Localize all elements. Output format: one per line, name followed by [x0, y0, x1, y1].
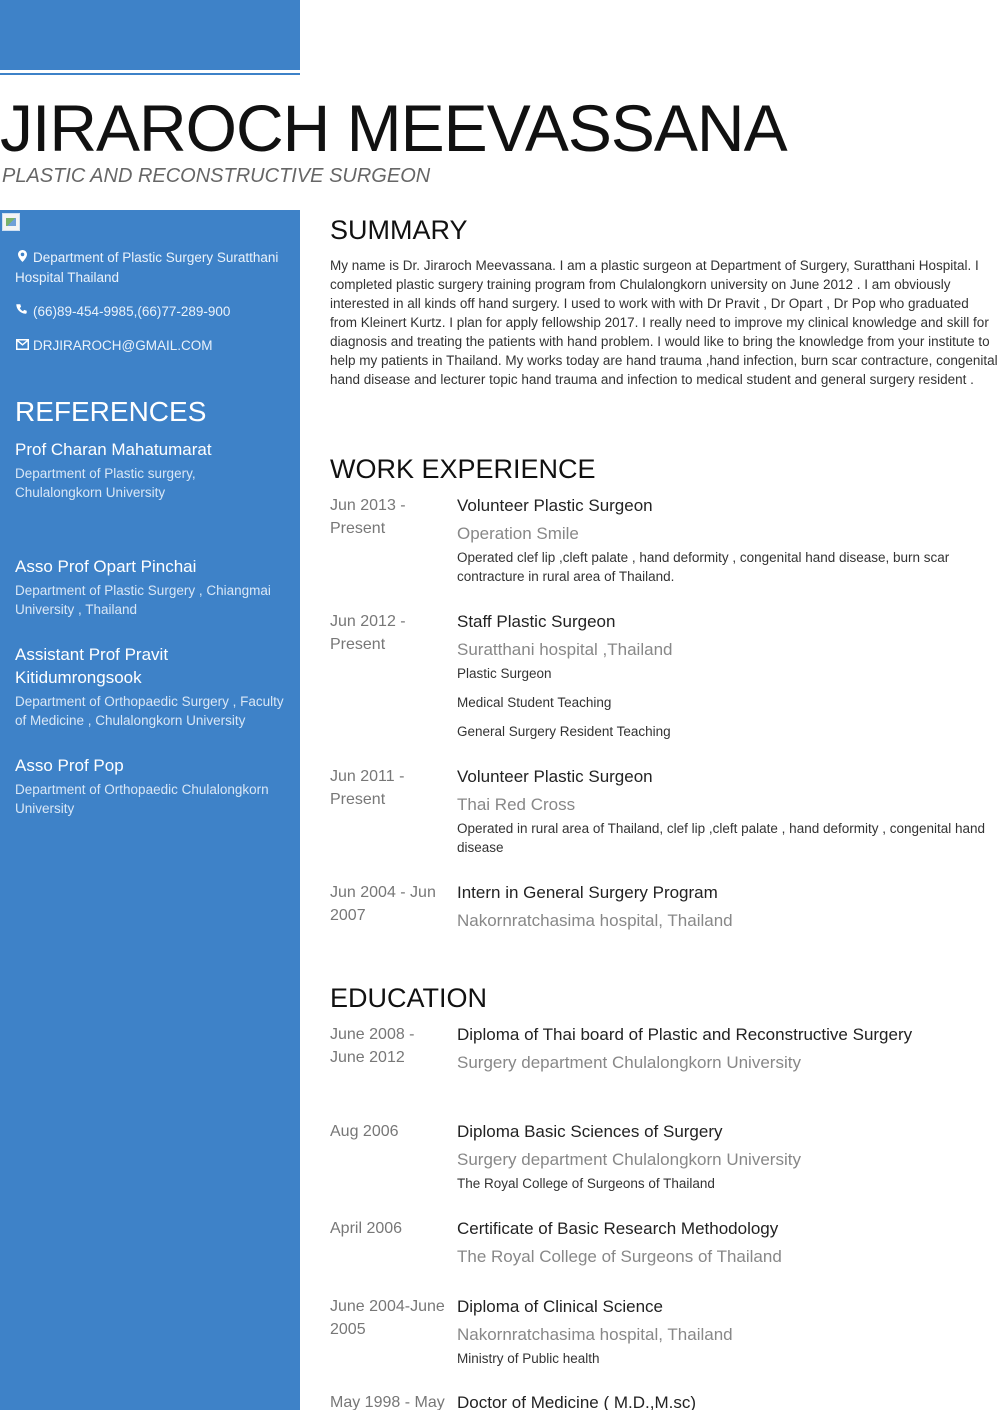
education-title: Doctor of Medicine ( M.D.,M.sc) [457, 1393, 696, 1410]
reference-detail: Department of Plastic surgery, Chulalongkorn University [15, 466, 196, 500]
phone-icon [15, 303, 29, 322]
work-title: Volunteer Plastic Surgeon [457, 767, 653, 786]
work-duty: General Surgery Resident Teaching [457, 724, 671, 739]
contact-email-link[interactable]: DRJIRAROCH@GMAIL.COM [33, 338, 213, 353]
education-institution: The Royal College of Surgeons of Thailand [457, 1247, 782, 1266]
education-institution: Nakornratchasima hospital, Thailand [457, 1325, 733, 1344]
summary-text: My name is Dr. Jiraroch Meevassana. I am a plastic surgeon at Department of Surgery, Suratthani Hospital. I completed plastic surgery training program from Chulalongkorn university on June 2012 . I am obviously interested in all kinds off hand surgery. I used to work with with Dr Pravit , Dr Opart , Dr Pop who graduated from Kleinert Kurtz. I plan for apply fellowship 2017. I really need to improve my clinical knowledge and skill for diagnosis and treating the patients with hand problem. I would like to bring the knowledge from your institute to help my patients in Thailand. My works today are hand trauma ,hand infection, burn scar contracture, congenital hand disease and lecturer topic hand trauma and infection to medical student and general surgery resident . [330, 258, 998, 387]
work-experience-heading: WORK EXPERIENCE [330, 454, 596, 484]
header-accent-line [0, 73, 300, 75]
work-description: Operated in rural area of Thailand, clef lip ,cleft palate , hand deformity , congenital hand disease [457, 821, 986, 855]
education-title: Certificate of Basic Research Methodology [457, 1219, 779, 1238]
reference-item [15, 643, 290, 730]
work-organization: Suratthani hospital ,Thailand [457, 640, 673, 659]
reference-detail: Department of Orthopaedic Surgery , Faculty of Medicine , Chulalongkorn University [15, 694, 284, 728]
education-institution: Surgery department Chulalongkorn University [457, 1053, 801, 1072]
education-description: The Royal College of Surgeons of Thailand [457, 1176, 715, 1191]
reference-name: Asso Prof Pop [15, 756, 124, 775]
education-title: Diploma of Thai board of Plastic and Reconstructive Surgery [457, 1025, 913, 1044]
work-date: Jun 2012 - Present [330, 613, 406, 653]
reference-item [15, 555, 290, 619]
education-date: May 1998 - May [330, 1394, 445, 1410]
education-heading: EDUCATION [330, 983, 488, 1013]
education-body [457, 1120, 997, 1193]
reference-item [15, 438, 290, 502]
education-date: June 2008 - June 2012 [330, 1026, 415, 1066]
education-date: April 2006 [330, 1220, 403, 1237]
work-body [457, 881, 997, 932]
map-marker-icon [15, 249, 29, 268]
education-body [457, 1295, 997, 1368]
reference-item [15, 754, 290, 818]
education-title: Diploma of Clinical Science [457, 1297, 663, 1316]
education-title: Diploma Basic Sciences of Surgery [457, 1122, 723, 1141]
reference-name: Asso Prof Opart Pinchai [15, 557, 197, 576]
header-accent-bar [0, 0, 300, 70]
reference-name: Prof Charan Mahatumarat [15, 440, 212, 459]
education-body [457, 1217, 997, 1268]
work-duty: Medical Student Teaching [457, 695, 612, 710]
profile-photo-broken-image-icon [2, 213, 20, 231]
work-title: Intern in General Surgery Program [457, 883, 718, 902]
education-date: Aug 2006 [330, 1123, 399, 1140]
work-date: Jun 2004 - Jun 2007 [330, 884, 436, 924]
education-date: June 2004-June 2005 [330, 1298, 445, 1338]
work-date: Jun 2013 - Present [330, 497, 406, 537]
work-date: Jun 2011 - Present [330, 768, 405, 808]
work-body [457, 610, 997, 741]
work-duty: Plastic Surgeon [457, 666, 552, 681]
summary-heading: SUMMARY [330, 215, 468, 245]
education-body [457, 1391, 997, 1410]
contact-email [15, 336, 290, 356]
references-heading: REFERENCES [15, 396, 207, 427]
education-institution: Surgery department Chulalongkorn University [457, 1150, 801, 1169]
contact-phone [15, 302, 290, 322]
work-title: Staff Plastic Surgeon [457, 612, 616, 631]
reference-detail: Department of Orthopaedic Chulalongkorn University [15, 782, 269, 816]
work-body [457, 765, 997, 857]
work-organization: Operation Smile [457, 524, 579, 543]
candidate-name: JIRAROCH MEEVASSANA [0, 91, 787, 165]
reference-detail: Department of Plastic Surgery , Chiangmai University , Thailand [15, 583, 271, 617]
education-body [457, 1023, 997, 1074]
contact-phone-text: (66)89-454-9985,(66)77-289-900 [33, 304, 231, 319]
contact-address-text: Department of Plastic Surgery Suratthani Hospital Thailand [15, 250, 279, 285]
candidate-title: PLASTIC AND RECONSTRUCTIVE SURGEON [2, 165, 431, 187]
sidebar [0, 210, 300, 1410]
work-title: Volunteer Plastic Surgeon [457, 496, 653, 515]
work-description: Operated clef lip ,cleft palate , hand deformity , congenital hand disease, burn scar contracture in rural area of Thailand. [457, 550, 950, 584]
envelope-icon [15, 337, 29, 356]
contact-address [15, 248, 290, 287]
work-organization: Thai Red Cross [457, 795, 576, 814]
reference-name: Assistant Prof Pravit Kitidumrongsook [15, 645, 169, 687]
work-body [457, 494, 997, 586]
work-organization: Nakornratchasima hospital, Thailand [457, 911, 733, 930]
education-description: Ministry of Public health [457, 1351, 600, 1366]
